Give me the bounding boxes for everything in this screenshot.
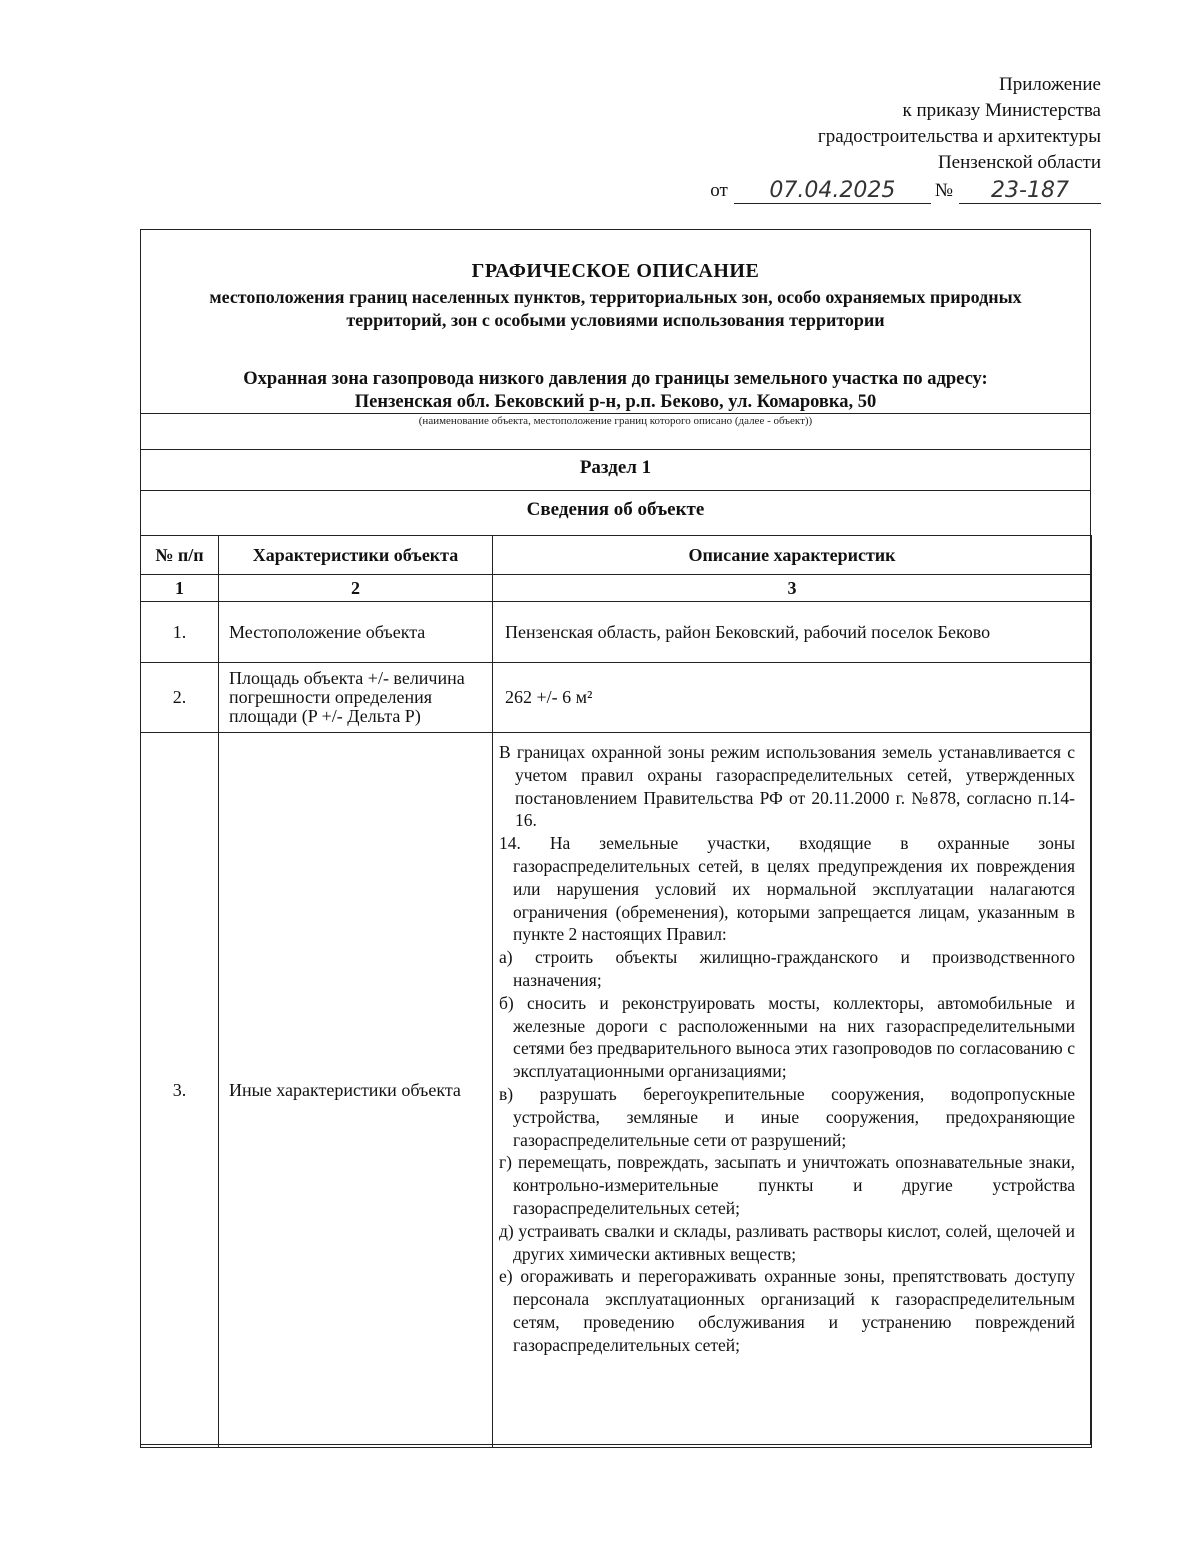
- restriction-paragraph: е) огораживать и перегораживать охранные зоны, препятствовать доступу персонала эксплуатационных организаций к газораспределительным сетям, проведению обслуживания и устранению повреждений газораспределительных сетей;: [499, 1266, 1075, 1355]
- divider: [141, 413, 1090, 414]
- table-row: [141, 733, 1092, 1448]
- object-name-line-2: Пензенская обл. Бековский р-н, р.п. Беково, ул. Комаровка, 50: [354, 392, 877, 412]
- restriction-paragraph: В границах охранной зоны режим использования земель устанавливается с учетом правил охраны газораспределительных сетей, утвержденных постановлением Правительства РФ от 20.11.2000 г. №878, согласно п.14-16.: [499, 742, 1075, 831]
- column-header: № п/п: [141, 536, 219, 575]
- object-name-line-1: Охранная зона газопровода низкого давления до границы земельного участка по адресу:: [243, 369, 988, 389]
- object-name: [141, 368, 1090, 414]
- document-frame: [140, 229, 1091, 1445]
- object-info-table: [140, 535, 1092, 1448]
- number-prefix: №: [934, 180, 953, 201]
- row-characteristic: Иные характеристики объекта: [219, 733, 493, 1448]
- section-subtitle: Сведения об объекте: [526, 499, 705, 520]
- order-date-number-line: [710, 178, 1101, 204]
- restriction-paragraph: 14. На земельные участки, входящие в охранные зоны газораспределительных сетей, в целях предупреждения их повреждения или нарушения условий их нормальной эксплуатации налагаются ограничения (обременения), которыми запрещается лицам, указанным в пункте 2 настоящих Правил:: [499, 833, 1075, 945]
- row-characteristic: Местоположение объекта: [219, 602, 493, 663]
- document-subtitle: местоположения границ населенных пунктов, территориальных зон, особо охраняемых природных территорий, зон с особыми условиями использования территории: [209, 287, 1022, 330]
- column-number: 2: [219, 575, 493, 602]
- divider: [141, 449, 1090, 450]
- column-number: 1: [141, 575, 219, 602]
- document-title: ГРАФИЧЕСКОЕ ОПИСАНИЕ: [471, 260, 760, 282]
- divider: [141, 490, 1090, 491]
- section-title: Раздел 1: [579, 457, 652, 478]
- restriction-paragraph: д) устраивать свалки и склады, разливать растворы кислот, солей, щелочей и других химически активных веществ;: [499, 1220, 1075, 1264]
- appendix-line-1: Приложение: [999, 74, 1101, 95]
- date-prefix: от: [710, 180, 728, 201]
- row-number: 3.: [141, 733, 219, 1448]
- row-number: 1.: [141, 602, 219, 663]
- appendix-block: [710, 72, 1101, 204]
- restriction-paragraph: а) строить объекты жилищно-гражданского и производственного назначения;: [499, 947, 1075, 990]
- order-number-handwritten: 23-187: [959, 179, 1101, 204]
- appendix-line-4: Пензенской области: [937, 152, 1101, 173]
- object-caption: (наименование объекта, местоположение границ которого описано (далее - объект)): [418, 415, 813, 427]
- table-header-row: [141, 536, 1092, 575]
- restriction-paragraph: г) перемещать, повреждать, засыпать и уничтожать опознавательные знаки, контрольно-измерительные пункты и другие устройства газораспределительных сетей;: [499, 1152, 1075, 1218]
- table-row: [141, 602, 1092, 663]
- column-header: Характеристики объекта: [219, 536, 493, 575]
- column-number: 3: [493, 575, 1092, 602]
- appendix-line-2: к приказу Министерства: [902, 100, 1101, 121]
- row-characteristic: Площадь объекта +/- величина погрешности определения площади (P +/- Дельта P): [219, 663, 493, 733]
- order-date-handwritten: 07.04.2025: [734, 179, 931, 204]
- row-description: Пензенская область, район Бековский, рабочий поселок Беково: [493, 602, 1092, 663]
- row-description: 262 +/- 6 м²: [493, 663, 1092, 733]
- table-row: [141, 663, 1092, 733]
- row-description: [493, 733, 1092, 1448]
- row-number: 2.: [141, 663, 219, 733]
- column-header: Описание характеристик: [493, 536, 1092, 575]
- restriction-paragraph: в) разрушать берегоукрепительные сооружения, водопропускные устройства, земляные и иные сооружения, предохраняющие газораспределительные сети от разрушений;: [499, 1083, 1075, 1150]
- column-number-row: [141, 575, 1092, 602]
- restriction-paragraph: б) сносить и реконструировать мосты, коллекторы, автомобильные и железные дороги с расположенными на них газораспределительными сетями без предварительного выноса этих газопроводов по согласованию с эксплуатационными организациями;: [499, 992, 1075, 1082]
- appendix-line-3: градостроительства и архитектуры: [817, 126, 1101, 147]
